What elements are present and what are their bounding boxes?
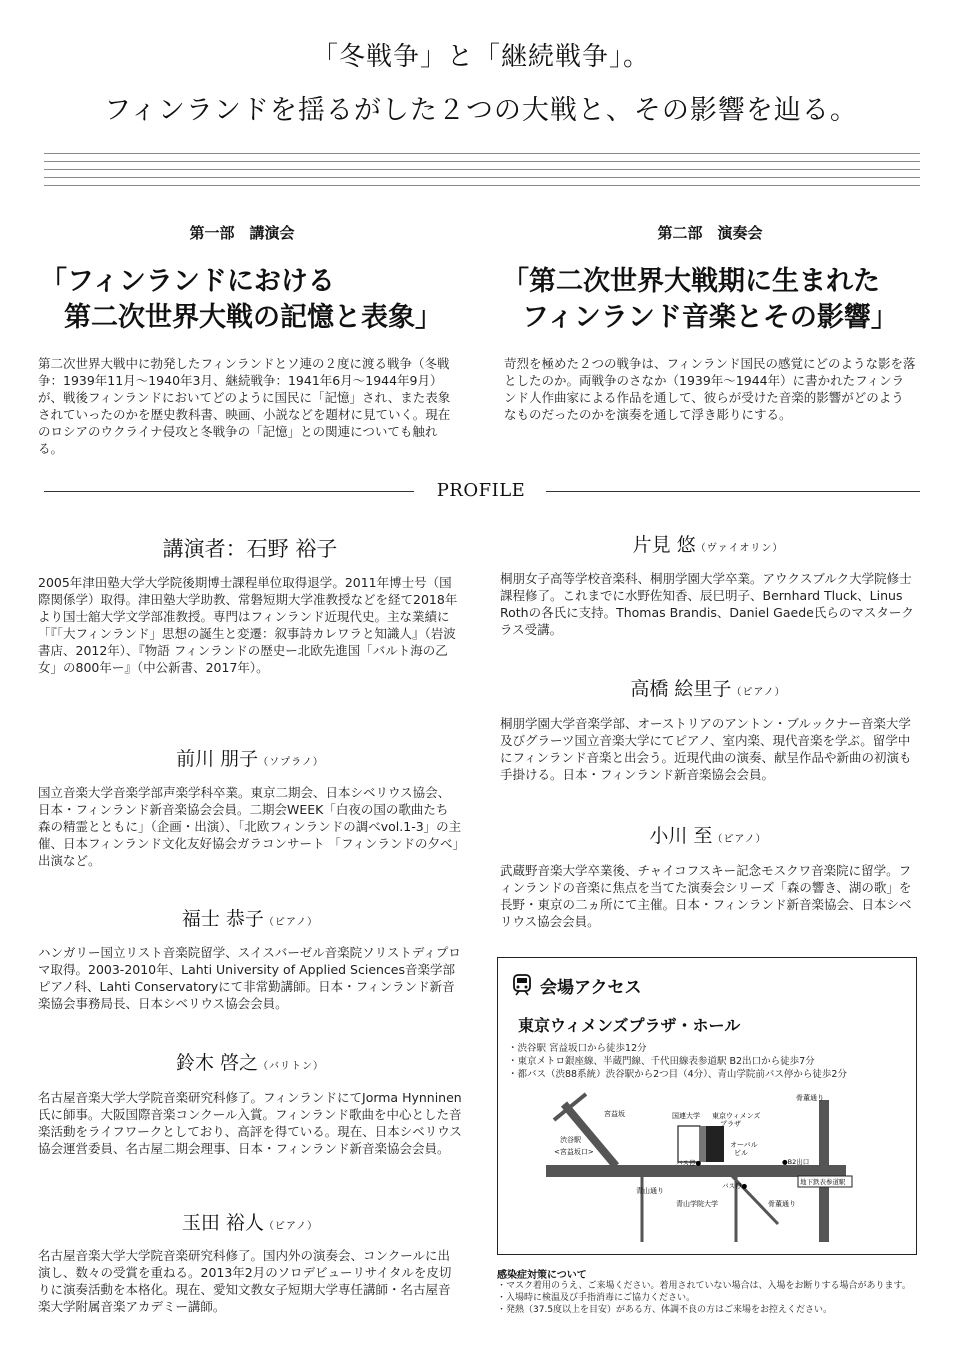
profile-name-maekawa: 前川 朋子（ソプラノ） [176,748,324,770]
svg-text:バス停●: バス停● [676,1159,702,1167]
access-box [497,957,917,1255]
svg-text:ビル: ビル [734,1149,748,1157]
profile-bio-fukushi: ハンガリー国立リスト音楽院留学、スイスバーゼル音楽院ソリストディプロマ取得。2003-2010年、Lahti University of Applied Sciences音楽学部ピアノ科、Lahti Conservatoryにて非常勤講師。日本・フィンランド新音楽協会事務局長、日本シベリウス協会会員。 [38,945,461,1011]
profile-name-ishino: 講演者：石野 裕子 [162,537,338,561]
profile-name-takahashi: 高橋 絵里子（ピアノ） [630,678,786,700]
svg-text:宮益坂: 宮益坂 [604,1110,625,1118]
divider-left [44,491,414,492]
profile-name-tamada: 玉田 裕人（ピアノ） [181,1212,319,1234]
svg-text:地下鉄表参道駅: 地下鉄表参道駅 [800,1178,846,1186]
svg-text:青山通り: 青山通り [636,1187,664,1195]
train-icon [512,974,532,996]
part1-label: 第一部 講演会 [189,224,295,242]
svg-text:プラザ: プラザ [720,1120,741,1128]
headline-line2: フィンランドを揺るがした２つの大戦と、その影響を辿る。 [104,95,858,126]
direction-2: ・東京メトロ銀座線、半蔵門線、千代田線表参道駅 B2出口から徒歩7分 [508,1056,815,1067]
part1-title-line2: 第二次世界大戦の記憶と表象」 [64,302,442,333]
profile-bio-tamada: 名古屋音楽大学大学院音楽研究科修了。国内外の演奏会、コンクールに出演し、数々の受賞を重ねる。2013年2月のソロデビューリサイタルを皮切りに演奏活動を本格化。現在、愛知文教女子短期大学専任講師・名古屋音楽大学附属音楽アカデミー講師。 [38,1248,452,1314]
covid-title: 感染症対策について [497,1270,587,1281]
venue-name: 東京ウィメンズプラザ・ホール [518,1016,741,1035]
profile-bio-ogawa: 武蔵野音楽大学卒業後、チャイコフスキー記念モスクワ音楽院に留学。フィンランドの音楽に焦点を当てた演奏会シリーズ「森の響き、湖の歌」を長野・東京の二ヵ所にて主催。日本・フィンランド新音楽協会、日本シベリウス協会会員。 [500,863,912,929]
access-map [546,1092,886,1244]
part2-title-line1: 「第二次世界大戦期に生まれた [502,266,880,297]
profile-heading: PROFILE [436,480,526,501]
profile-bio-katami: 桐朋女子高等学校音楽科、桐朋学園大学卒業。アウクスブルク大学院修士課程修了。これまでに水野佐知香、辰巳明子、Bernhard Tluck、Linus Rothの各氏に支持。Thomas Brandis、Daniel Gaede氏らのマスタークラス受講。 [500,571,914,637]
svg-text:国連大学: 国連大学 [672,1112,700,1120]
profile-name-katami: 片見 悠（ヴァイオリン） [632,534,784,556]
part2-description: 苛烈を極めた２つの戦争は、フィンランド国民の感覚にどのような影を落としたのか。両戦争のさなか（1939年〜1944年）に書かれたフィンランド人作曲家による作品を通して、彼らが受けた音楽的影響がどのようなものだったのかを演奏を通して浮き彫りにする。 [504,356,916,422]
direction-1: ・渋谷駅 宮益坂口から徒歩12分 [508,1043,647,1054]
covid-item-1: ・マスク着用のうえ、ご来場ください。着用されていない場合は、入場をお断りする場合があります。 [497,1281,911,1291]
svg-text:渋谷駅: 渋谷駅 [560,1136,581,1144]
covid-item-3: ・発熱（37.5度以上を目安）がある方、体調不良の方はご来場をお控えください。 [497,1305,833,1315]
headline-line1: 「冬戦争」と「継続戦争」。 [311,42,650,72]
svg-text:骨董通り: 骨董通り [768,1200,796,1208]
divider-right [546,491,920,492]
part2-title-line2: フィンランド音楽とその影響」 [522,302,898,333]
access-title: 会場アクセス [540,978,642,998]
part2-label: 第二部 演奏会 [657,224,763,242]
covid-item-2: ・入場時に検温及び手指消毒にご協力ください。 [497,1293,696,1303]
direction-3: ・都バス（渋88系統）渋谷駅から2つ目（4分）、青山学院前バス停から徒歩2分 [508,1069,847,1080]
svg-text:●B2出口: ●B2出口 [782,1158,810,1166]
profile-bio-ishino: 2005年津田塾大学大学院後期博士課程単位取得退学。2011年博士号（国際関係学）取得。津田塾大学助教、常磐短期大学准教授などを経て2018年より国士舘大学文学部准教授。専門はフィンランド近現代史。主な業績に「『「大フィンランド」思想の誕生と変遷：叙事詩カレワラと知識人』（岩波書店、2012年）、『物語 フィンランドの歴史ー北欧先進国「バルト海の乙女」の800年ー』（中公新書、2017年）。 [38,575,458,675]
profile-bio-takahashi: 桐朋学園大学音楽学部、オーストリアのアントン・ブルックナー音楽大学及びグラーツ国立音楽大学にてピアノ、室内楽、現代音楽を学ぶ。留学中にフィンランド音楽と出会う。近現代曲の演奏、献呈作品や新曲の初演も手掛ける。日本・フィンランド新音楽協会会員。 [500,716,912,782]
profile-name-ogawa: 小川 至（ピアノ） [649,825,767,847]
profile-name-suzuki: 鈴木 啓之（バリトン） [175,1052,325,1074]
profile-bio-suzuki: 名古屋音楽大学大学院音楽研究科修了。フィンランドにてJorma Hynninen氏に師事。大阪国際音楽コンクール入賞。フィンランド歌曲を中心とした音楽活動をライフワークとしており、高評を得ている。現在、日本シベリウス協会運営委員、名古屋二期会理事、日本・フィンランド新音楽協会会員。 [38,1090,462,1156]
profile-bio-maekawa: 国立音楽大学音楽学部声楽学科卒業。東京二期会、日本シベリウス協会、日本・フィンランド新音楽協会会員。二期会WEEK「白夜の国の歌曲たち 森の精霊とともに」（企画・出演）、「北欧フィンランドの調べvol.1-3」の主催、日本フィンランド文化友好協会ガラコンサート 「フィンランドの夕べ」出演など。 [38,785,462,868]
svg-text:オーバル: オーバル [730,1141,758,1149]
part1-title-line1: 「フィンランドにおける [40,266,335,297]
svg-text:青山学院大学: 青山学院大学 [676,1200,718,1208]
svg-text:骨董通り: 骨董通り [796,1094,824,1102]
svg-text:東京ウィメンズ: 東京ウィメンズ [712,1112,761,1120]
profile-name-fukushi: 福士 恭子（ピアノ） [181,908,319,930]
svg-text:バス停●: バス停● [722,1182,748,1190]
svg-text:<宮益坂口>: <宮益坂口> [554,1148,594,1156]
part1-description: 第二次世界大戦中に勃発したフィンランドとソ連の２度に渡る戦争（冬戦争：1939年11月〜1940年3月、継続戦争：1941年6月〜1944年9月）が、戦後フィンランドにおいてどのように国民に「記憶」され、また表象されていったのかを歴史教科書、映画、小説などを題材に見ていく。現在のロシアのウクライナ侵攻と冬戦争の「記憶」との関連についても触れる。 [38,356,451,456]
